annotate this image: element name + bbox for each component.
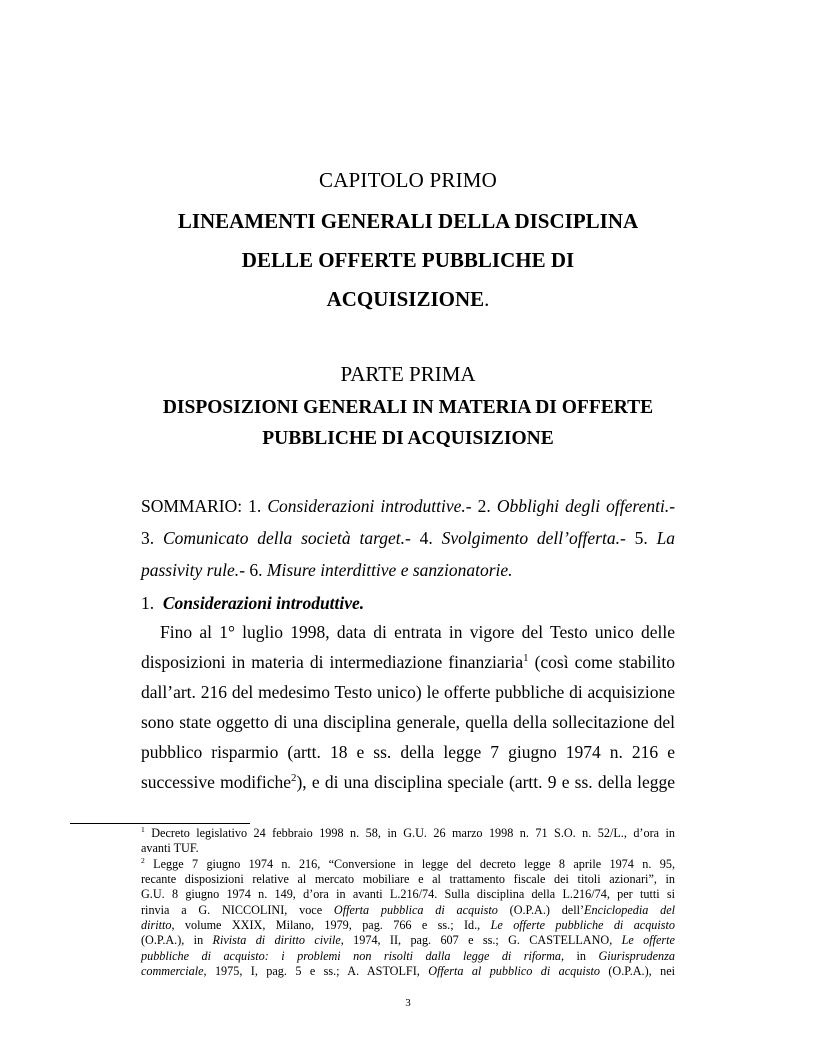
body-line-2-tail: (così come stabilito (528, 652, 676, 672)
summary-line-3 (141, 560, 675, 581)
fn2-l4b: (O.P.A.) dell’ (497, 903, 585, 917)
fn2-l4a: rinvia a G. NICCOLINI, voce (141, 903, 334, 917)
summary-sep-4: - 5. (619, 528, 648, 548)
body-line-6-text: successive modifiche (141, 772, 292, 792)
body-line-1: Fino al 1° luglio 1998, data di entrata in vigore del Testo unico delle (160, 622, 675, 642)
summary-item-3: Comunicato della società target. (162, 528, 405, 548)
footnote-1-text-1: Decreto legislativo 24 febbraio 1998 n. 58, in G.U. 26 marzo 1998 n. 71 S.O. n. 52/L., d’ora in (144, 826, 675, 840)
part-title-line-2: PUBBLICHE DI ACQUISIZIONE (262, 428, 554, 449)
footnote-2-line-5 (141, 918, 675, 933)
footnote-2-number: 2 (141, 855, 145, 865)
chapter-title-line-2: DELLE OFFERTE PUBBLICHE DI (241, 248, 575, 272)
footnote-1-number: 1 (141, 824, 145, 834)
part-label: PARTE PRIMA (340, 362, 476, 386)
chapter-title-line-1: LINEAMENTI GENERALI DELLA DISCIPLINA (177, 209, 639, 233)
fn2-l6i2: Le offerte (621, 933, 675, 947)
fn2-l4i2: Enciclopedia del (584, 903, 675, 917)
fn2-l8c: (O.P.A.), nei (599, 964, 675, 978)
summary-line-2 (141, 528, 675, 549)
footnote-2-line-4 (141, 903, 675, 918)
body-line-5: pubblico risparmio (artt. 18 e ss. della legge 7 giugno 1974 n. 216 e (141, 742, 675, 762)
section-heading-line (141, 593, 675, 614)
fn2-l7i2: Giurisprudenza (598, 949, 675, 963)
fn2-l5b: , volume XXIX, Milano, 1979, pag. 766 e ss.; Id., (171, 918, 491, 932)
footnote-1-line-1 (141, 826, 675, 841)
summary-item-2: Obblighi degli offerenti. (496, 496, 670, 516)
chapter-label: CAPITOLO PRIMO (318, 168, 498, 192)
fn2-l5i: diritto (141, 918, 172, 932)
section-number: 1. (141, 593, 155, 613)
fn2-l5i2: Le offerte pubbliche di acquisto (490, 918, 676, 932)
summary-item-5b: passivity rule. (141, 560, 240, 580)
fn2-l6a: (O.P.A.), in (141, 933, 213, 947)
footnote-2-text-1: Legge 7 giugno 1974 n. 216, “Conversione in legge del decreto legge 8 aprile 1974 n. 95, (144, 857, 675, 871)
fn2-l8b: , 1975, I, pag. 5 e ss.; A. ASTOLFI, (203, 964, 429, 978)
footnote-2-line-1 (141, 857, 675, 872)
section-title: Considerazioni introduttive. (162, 593, 365, 613)
chapter-title-line-3 (0, 280, 816, 318)
footnote-ref-2[interactable]: 2 (291, 772, 297, 785)
summary-item-1: Considerazioni introduttive. (267, 496, 466, 516)
page-number: 3 (405, 997, 411, 1009)
body-line-6-tail: ), e di una disciplina speciale (artt. 9 e ss. della legge (296, 772, 676, 792)
body-line-4: sono state oggetto di una disciplina generale, quella della sollecitazione del (141, 712, 675, 732)
summary-sep-1: - 2. (465, 496, 491, 516)
fn2-l8i: commerciale (141, 964, 204, 978)
fn2-l7i: pubbliche di acquisto: i problemi non risolti dalla legge di riforma, (141, 949, 565, 963)
summary-item-4: Svolgimento dell’offerta. (441, 528, 620, 548)
summary-sep-2: - (669, 496, 676, 516)
body-line-2 (141, 652, 675, 673)
footnote-2-line-6 (141, 933, 675, 948)
summary-item-6: Misure interdittive e sanzionatorie. (266, 560, 513, 580)
chapter-title-end: . (484, 287, 490, 311)
fn2-l4i: Offerta pubblica di acquisto (333, 903, 498, 917)
body-line-6 (141, 772, 675, 793)
footnote-1-line-2: avanti TUF. (141, 841, 199, 855)
footnote-2-line-3: G.U. 8 giugno 1974 n. 149, d’ora in avanti L.216/74. Sulla disciplina della L.216/74, per tutti si (141, 887, 675, 901)
summary-item-5a: La (656, 528, 676, 548)
fn2-l7b: in (564, 949, 599, 963)
summary-sep-5: - 6. (239, 560, 263, 580)
summary-line-1 (141, 496, 675, 517)
summary-num-3: 3. (141, 528, 155, 548)
body-line-3: dall’art. 216 del medesimo Testo unico) le offerte pubbliche di acquisizione (141, 682, 675, 702)
body-line-2-text: disposizioni in materia di intermediazione finanziaria (141, 652, 524, 672)
footnote-separator (70, 823, 250, 824)
fn2-l6b: , 1974, II, pag. 607 e ss.; G. CASTELLANO, (340, 933, 622, 947)
footnote-2-line-8 (141, 964, 675, 979)
footnote-ref-1[interactable]: 1 (523, 652, 529, 665)
summary-label: SOMMARIO: 1. (141, 496, 262, 516)
part-title-line-1: DISPOSIZIONI GENERALI IN MATERIA DI OFFERTE (162, 397, 654, 418)
summary-sep-3: - 4. (404, 528, 433, 548)
footnote-2-line-2: recante disposizioni relative al mercato mobiliare e al trattamento fiscale dei titoli azionari”, in (141, 872, 675, 886)
footnote-2-line-7 (141, 949, 675, 964)
fn2-l6i: Rivista di diritto civile (212, 933, 341, 947)
fn2-l8i2: Offerta al pubblico di acquisto (428, 964, 600, 978)
chapter-title-line-3-text: ACQUISIZIONE (326, 287, 485, 311)
